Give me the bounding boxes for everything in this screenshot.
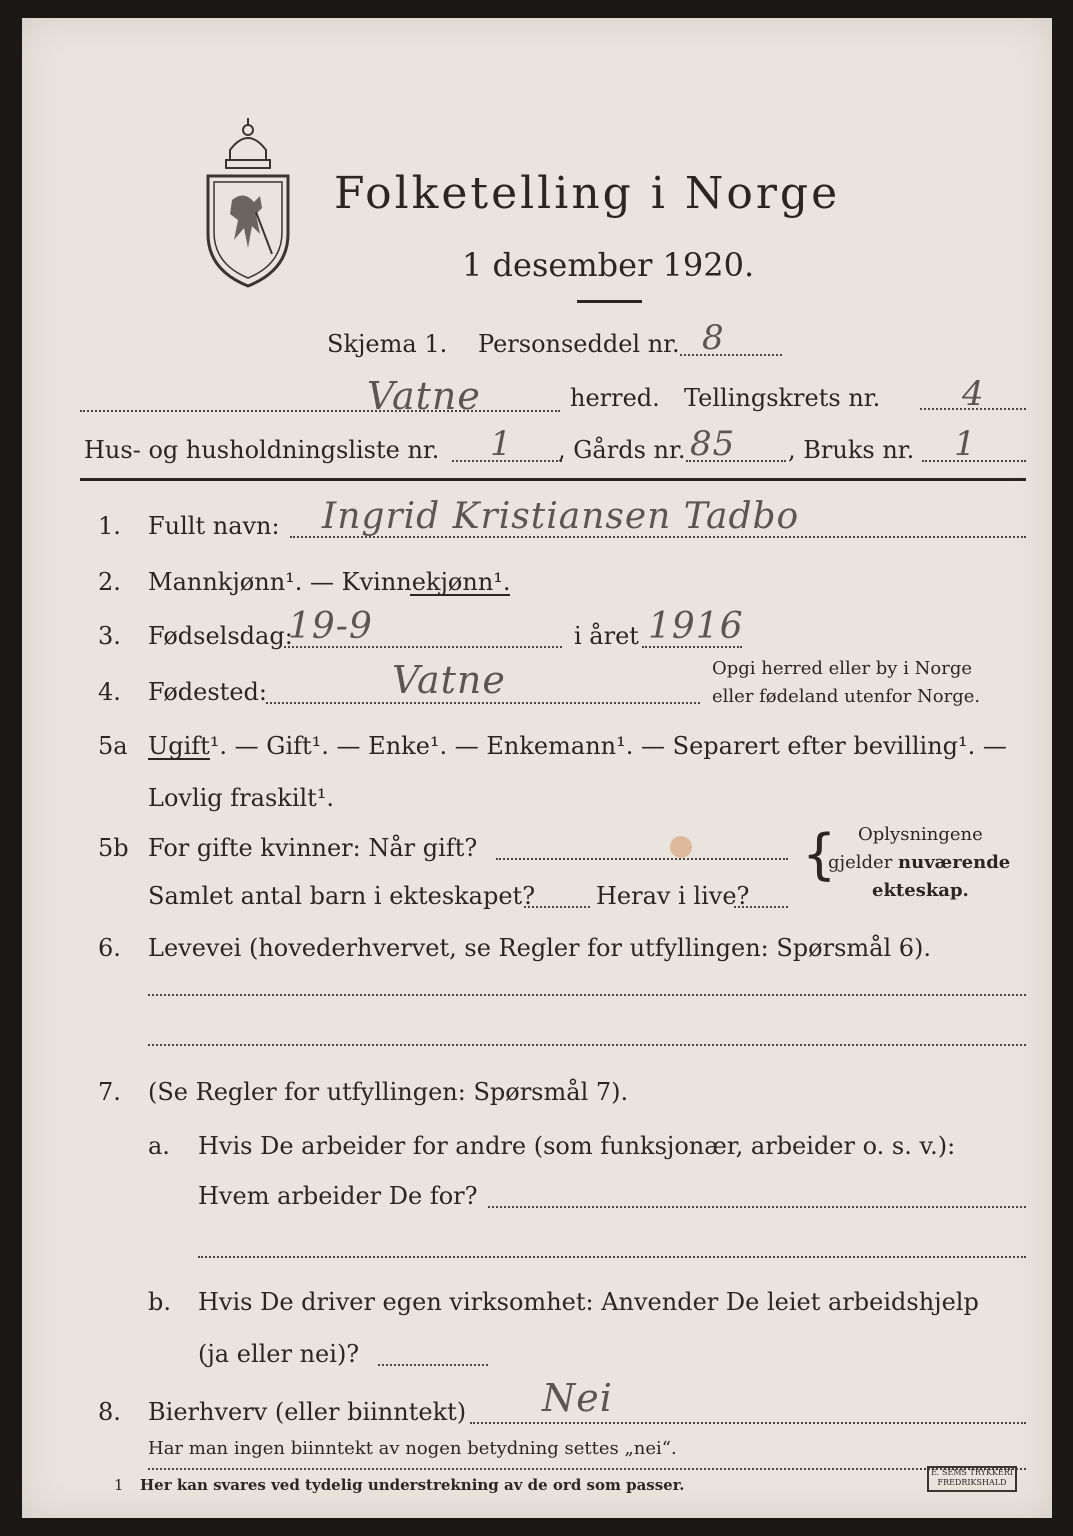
- q7b-letter: b.: [148, 1288, 171, 1316]
- personseddel-line: [680, 354, 782, 356]
- q1-label: Fullt navn:: [148, 512, 280, 540]
- q7b-line: [378, 1364, 488, 1366]
- form-title: Folketelling i Norge: [334, 168, 841, 219]
- q7b-text: Hvis De driver egen virksomhet: Anvender De leiet arbeidshjelp: [198, 1288, 979, 1316]
- q3-year-label: i året: [574, 622, 639, 650]
- census-form-sheet: [22, 18, 1052, 1518]
- printer-stamp: E. SEMS TRYKKERI FREDRIKSHALD: [927, 1466, 1017, 1492]
- q5b-number: 5b: [98, 834, 129, 862]
- gards-value[interactable]: 85: [690, 424, 736, 464]
- q4-line: [266, 702, 700, 704]
- title-divider: [577, 300, 642, 303]
- q2-label: Mannkjønn¹. — Kvinnekjønn¹.: [148, 568, 511, 596]
- q8-label: Bierhverv (eller biinntekt): [148, 1398, 467, 1426]
- q5a-line1: Ugift¹. — Gift¹. — Enke¹. — Enkemann¹. — Separert efter bevilling¹. —: [148, 732, 1007, 760]
- coat-of-arms-icon: [200, 116, 296, 292]
- q6-line1: [148, 994, 1026, 996]
- q8-number: 8.: [98, 1398, 121, 1426]
- q8-line1: [470, 1422, 1026, 1424]
- paper-stain: [670, 836, 692, 858]
- q5b-note-line2: gjelder nuværende: [828, 852, 1011, 873]
- q5b-line2a: Samlet antal barn i ekteskapet?: [148, 882, 536, 910]
- q3-label: Fødselsdag:: [148, 622, 293, 650]
- bottom-note: Har man ingen biinntekt av nogen betydning settes „nei“.: [148, 1438, 677, 1459]
- q4-label: Fødested:: [148, 678, 267, 706]
- q1-number: 1.: [98, 512, 121, 540]
- form-date: 1 desember 1920.: [462, 246, 755, 284]
- q3-number: 3.: [98, 622, 121, 650]
- q8-line2: [148, 1468, 1026, 1470]
- q2-number: 2.: [98, 568, 121, 596]
- q5b-line1: For gifte kvinner: Når gift?: [148, 834, 478, 862]
- gards-label: , Gårds nr.: [558, 436, 686, 464]
- q5b-barn-line: [524, 906, 590, 908]
- q7a-line1: [488, 1206, 1026, 1208]
- herred-label: herred.: [570, 384, 660, 412]
- q4-note-line1: Opgi herred eller by i Norge: [712, 658, 973, 679]
- q5b-gift-line: [496, 858, 788, 860]
- hus-label: Hus- og husholdningsliste nr.: [84, 436, 440, 464]
- q7b-sub: (ja eller nei)?: [198, 1340, 360, 1368]
- q5b-line2b: Herav i live?: [596, 882, 750, 910]
- q5a-line2: Lovlig fraskilt¹.: [148, 784, 335, 812]
- q5a-ugift-underline: [148, 758, 210, 760]
- q1-value[interactable]: Ingrid Kristiansen Tadbo: [322, 496, 800, 537]
- header-divider: [80, 478, 1026, 481]
- q5b-brace: {: [802, 823, 837, 886]
- q5b-note-line3: ekteskap.: [872, 880, 969, 901]
- bruks-value[interactable]: 1: [954, 424, 977, 464]
- q7a-text: Hvis De arbeider for andre (som funksjonær, arbeider o. s. v.):: [198, 1132, 956, 1160]
- q4-number: 4.: [98, 678, 121, 706]
- q7a-line2: [198, 1256, 1026, 1258]
- skjema-label: Skjema 1.: [327, 330, 448, 358]
- q6-number: 6.: [98, 934, 121, 962]
- q5b-note-line1: Oplysningene: [858, 824, 983, 845]
- q3-day-value[interactable]: 19-9: [288, 606, 373, 647]
- q4-value[interactable]: Vatne: [392, 658, 506, 702]
- q7-number: 7.: [98, 1078, 121, 1106]
- q5b-live-line: [734, 906, 788, 908]
- q7a-sub: Hvem arbeider De for?: [198, 1182, 478, 1210]
- hus-value[interactable]: 1: [490, 424, 513, 464]
- q5a-number: 5a: [98, 732, 128, 760]
- footnote-text: Her kan svares ved tydelig understrekning av de ord som passer.: [140, 1476, 685, 1494]
- personseddel-value[interactable]: 8: [702, 318, 725, 358]
- q6-line2: [148, 1044, 1026, 1046]
- q8-value[interactable]: Nei: [542, 1376, 613, 1420]
- q4-note-line2: eller fødeland utenfor Norge.: [712, 686, 981, 707]
- q7a-letter: a.: [148, 1132, 170, 1160]
- q7-label: (Se Regler for utfyllingen: Spørsmål 7).: [148, 1078, 629, 1106]
- q6-label: Levevei (hovederhvervet, se Regler for utfyllingen: Spørsmål 6).: [148, 934, 932, 962]
- tellingskrets-label: Tellingskrets nr.: [684, 384, 881, 412]
- footnote-number: 1: [114, 1476, 124, 1494]
- tellingskrets-value[interactable]: 4: [962, 374, 985, 414]
- herred-value[interactable]: Vatne: [367, 374, 481, 418]
- personseddel-label: Personseddel nr.: [478, 330, 680, 358]
- q3-year-value[interactable]: 1916: [648, 606, 744, 647]
- bruks-label: , Bruks nr.: [788, 436, 915, 464]
- herred-line: [80, 410, 560, 412]
- q2-underline: [410, 594, 510, 596]
